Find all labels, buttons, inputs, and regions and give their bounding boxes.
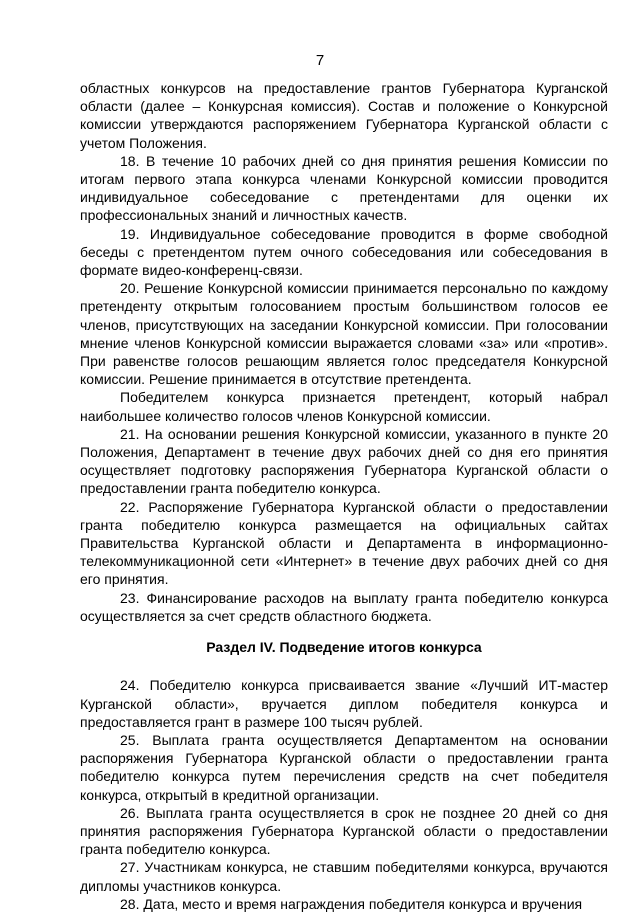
paragraph-22: 22. Распоряжение Губернатора Курганской области о предоставлении гранта победителю конкурса размещается на официальных сайтах Правительства Курганской области и Департамента в информационно-телекоммуникационной сети «Интернет» в течение двух рабочих дней со дня его принятия. — [80, 498, 608, 588]
paragraph-18: 18. В течение 10 рабочих дней со дня принятия решения Комиссии по итогам первого этапа конкурса членами Конкурсной комиссии проводится индивидуальное собеседование с претендентами для оценки их профессиональных знаний и личностных качеств. — [80, 152, 608, 224]
paragraph-19: 19. Индивидуальное собеседование проводится в форме свободной беседы с претендентом путем очного собеседования или собеседования в формате видео-конференц-связи. — [80, 225, 608, 279]
paragraph-23: 23. Финансирование расходов на выплату гранта победителю конкурса осуществляется за счет средств областного бюджета. — [80, 589, 608, 624]
paragraph-continuation: областных конкурсов на предоставление грантов Губернатора Курганской области (далее – Конкурсная комиссия). Состав и положение о Конкурсной комиссии утверждаются распоряжением Губернатора Курганской области с учетом Положения. — [80, 80, 608, 151]
page-number: 7 — [315, 52, 325, 69]
paragraph-28: 28. Дата, место и время награждения победителя конкурса и вручения — [120, 895, 583, 912]
paragraph-winner: Победителем конкурса признается претендент, который набрал наибольшее количество голосов членов Конкурсной комиссии. — [80, 389, 608, 424]
paragraph-24: 24. Победителю конкурса присваивается звание «Лучший ИТ-мастер Курганской области», вручается диплом победителя конкурса и предоставляется грант в размере 100 тысяч рублей. — [80, 677, 608, 730]
section-heading: Раздел IV. Подведение итогов конкурса — [206, 639, 482, 656]
document-body — [80, 79, 608, 913]
paragraph-26: 26. Выплата гранта осуществляется в срок не позднее 20 дней со дня принятия распоряжения Губернатора Курганской области о предоставлении гранта победителю конкурса. — [80, 804, 608, 858]
paragraph-21: 21. На основании решения Конкурсной комиссии, указанного в пункте 20 Положения, Департамент в течение двух рабочих дней со дня его принятия осуществляет подготовку распоряжения Губернатора Курганской области о предоставлении гранта победителю конкурса. — [80, 425, 608, 497]
paragraph-20: 20. Решение Конкурсной комиссии принимается персонально по каждому претенденту открытым голосованием простым большинством голосов ее членов, присутствующих на заседании Конкурсной комиссии. При голосовании мнение членов Конкурсной комиссии выражается словами «за» или «против». При равенстве голосов решающим является голос председателя Конкурсной комиссии. Решение принимается в отсутствие претендента. — [80, 280, 608, 388]
paragraph-27: 27. Участникам конкурса, не ставшим победителями конкурса, вручаются дипломы участников конкурса. — [80, 859, 608, 894]
paragraph-25: 25. Выплата гранта осуществляется Департаментом на основании распоряжения Губернатора Курганской области о предоставлении гранта победителю конкурса путем перечисления средств на счет победителя конкурса, открытый в кредитной организации. — [80, 731, 608, 803]
